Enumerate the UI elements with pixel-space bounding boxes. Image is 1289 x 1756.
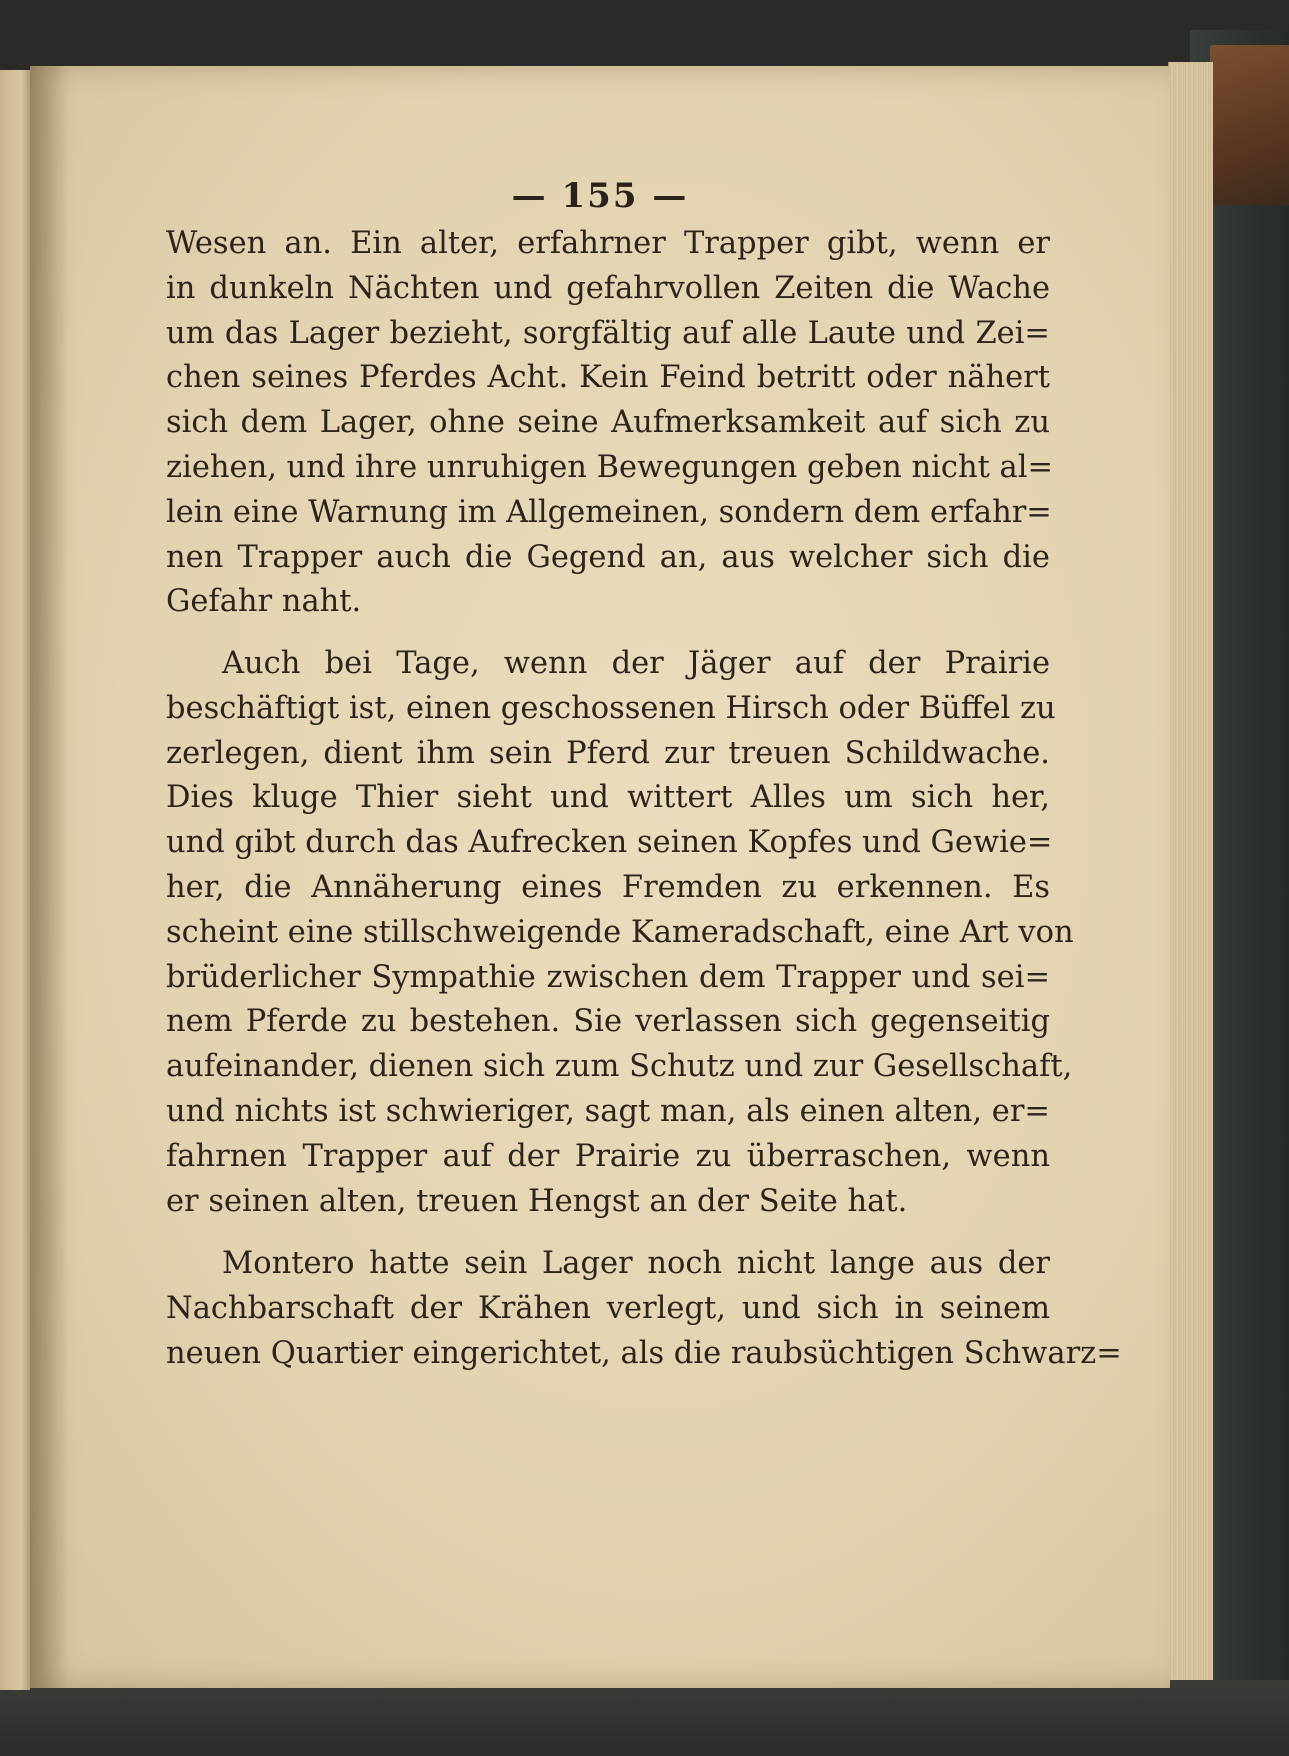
text-line: Nachbarschaft der Krähen verlegt, und sich in seinem	[166, 1290, 1050, 1326]
text-line: er seinen alten, treuen Hengst an der Seite hat.	[166, 1183, 908, 1219]
text-line: Dies kluge Thier sieht und wittert Alles um sich her,	[166, 780, 1050, 816]
text-line: nem Pferde zu bestehen. Sie verlassen sich gegenseitig	[166, 1004, 1050, 1040]
book-page	[30, 66, 1170, 1688]
paragraph-1	[166, 222, 1054, 625]
page-gutter-shadow	[30, 66, 70, 1688]
text-line: beschäftigt ist, einen geschossenen Hirsch oder Büffel zu	[166, 690, 1056, 726]
page-stack-edges	[1168, 62, 1213, 1680]
text-line: neuen Quartier eingerichtet, als die raubsüchtigen Schwarz=	[166, 1335, 1122, 1371]
text-line: lein eine Warnung im Allgemeinen, sondern dem erfahr=	[166, 494, 1052, 530]
text-line: Gefahr naht.	[166, 584, 362, 620]
text-line: ziehen, und ihre unruhigen Bewegungen geben nicht al=	[166, 449, 1054, 485]
text-line: und gibt durch das Aufrecken seinen Kopfes und Gewie=	[166, 825, 1053, 861]
paragraph-3	[166, 1242, 1122, 1376]
text-line: chen seines Pferdes Acht. Kein Feind betritt oder nähert	[166, 360, 1050, 396]
text-line: und nichts ist schwieriger, sagt man, als einen alten, er=	[166, 1093, 1050, 1129]
paragraph-2	[166, 642, 1074, 1224]
text-line: aufeinander, dienen sich zum Schutz und zur Gesellschaft,	[166, 1049, 1073, 1085]
left-page-edge	[0, 70, 30, 1690]
text-line: her, die Annäherung eines Fremden zu erkennen. Es	[166, 869, 1050, 905]
text-line: nen Trapper auch die Gegend an, aus welcher sich die	[166, 539, 1050, 575]
text-line: fahrnen Trapper auf der Prairie zu überraschen, wenn	[166, 1138, 1050, 1174]
text-line: brüderlicher Sympathie zwischen dem Trapper und sei=	[166, 959, 1050, 995]
leather-corner	[1210, 45, 1289, 205]
text-line: sich dem Lager, ohne seine Aufmerksamkeit auf sich zu	[166, 405, 1050, 441]
text-line: Auch bei Tage, wenn der Jäger auf der Prairie	[222, 646, 1050, 681]
text-line: Wesen an. Ein alter, erfahrner Trapper gibt, wenn er	[166, 226, 1050, 261]
book-cover-bottom	[0, 1680, 1289, 1756]
text-line: zerlegen, dient ihm sein Pferd zur treuen Schildwache.	[166, 735, 1050, 771]
text-line: um das Lager bezieht, sorgfältig auf alle Laute und Zei=	[166, 315, 1050, 351]
text-line: Montero hatte sein Lager noch nicht lange aus der	[222, 1246, 1050, 1281]
text-line: in dunkeln Nächten und gefahrvollen Zeiten die Wache	[166, 270, 1050, 306]
page-number: — 155 —	[511, 176, 689, 216]
text-line: scheint eine stillschweigende Kameradschaft, eine Art von	[166, 914, 1074, 950]
